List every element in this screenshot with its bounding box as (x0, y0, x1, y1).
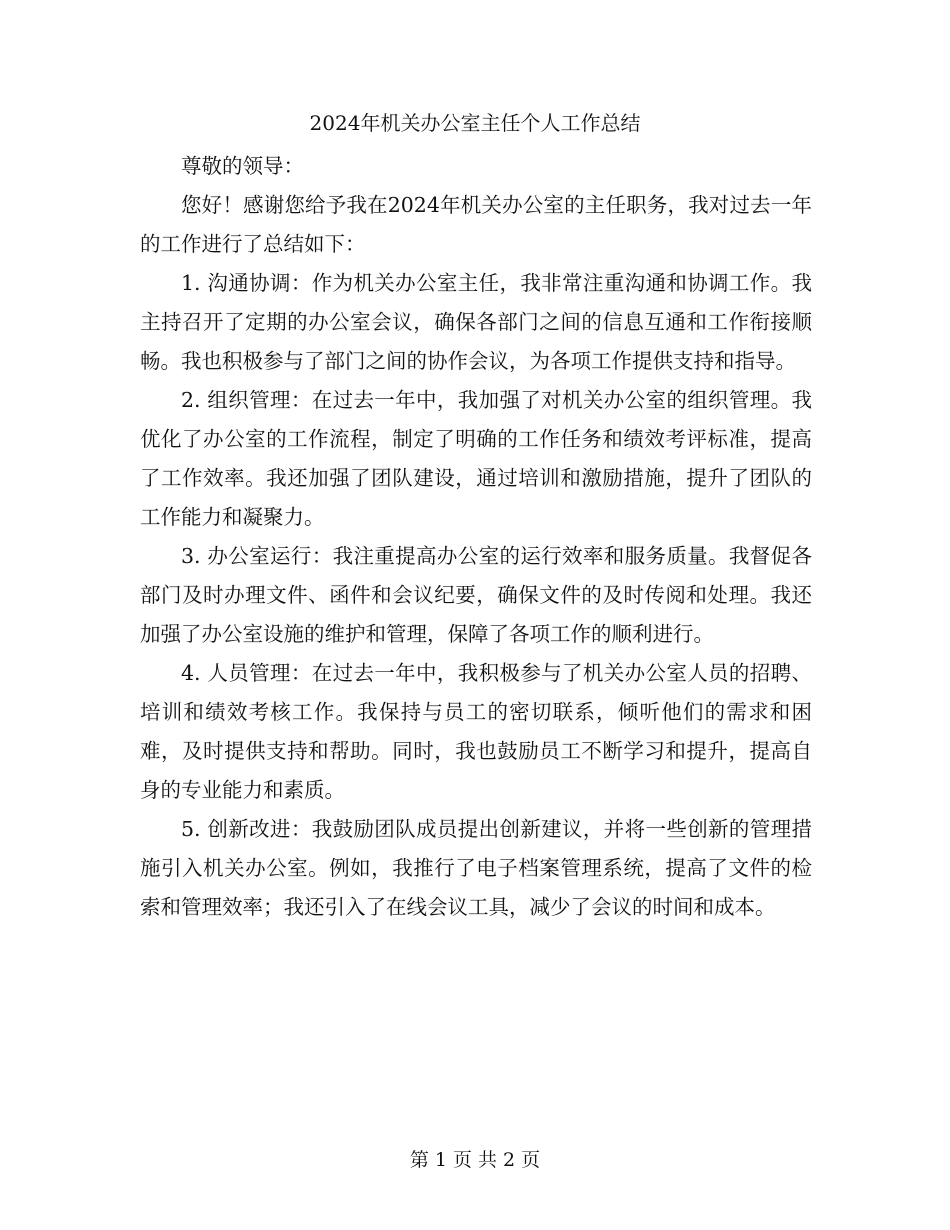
item-paragraph-1: 1. 沟通协调：作为机关办公室主任，我非常注重沟通和协调工作。我主持召开了定期的办公室会议，确保各部门之间的信息互通和工作衔接顺畅。我也积极参与了部门之间的协作会议，为各项工作提供支持和指导。 (140, 271, 812, 373)
item-paragraph-2: 2. 组织管理：在过去一年中，我加强了对机关办公室的组织管理。我优化了办公室的工作流程，制定了明确的工作任务和绩效考评标准，提高了工作效率。我还加强了团队建设，通过培训和激励措施，提升了团队的工作能力和凝聚力。 (140, 388, 812, 529)
item-paragraph-3: 3. 办公室运行：我注重提高办公室的运行效率和服务质量。我督促各部门及时办理文件、函件和会议纪要，确保文件的及时传阅和处理。我还加强了办公室设施的维护和管理，保障了各项工作的顺利进行。 (140, 544, 812, 646)
salutation: 尊敬的领导： (181, 154, 304, 178)
item-paragraph-4: 4. 人员管理：在过去一年中，我积极参与了机关办公室人员的招聘、培训和绩效考核工作。我保持与员工的密切联系，倾听他们的需求和困难，及时提供支持和帮助。同时，我也鼓励员工不断学习和提升，提高自身的专业能力和素质。 (140, 661, 812, 802)
document-title: 2024年机关办公室主任个人工作总结 (309, 111, 641, 135)
intro-paragraph: 您好！感谢您给予我在2024年机关办公室的主任职务，我对过去一年的工作进行了总结如下： (140, 193, 812, 256)
item-paragraph-5: 5. 创新改进：我鼓励团队成员提出创新建议，并将一些创新的管理措施引入机关办公室。例如，我推行了电子档案管理系统，提高了文件的检索和管理效率；我还引入了在线会议工具，减少了会议的时间和成本。 (140, 817, 812, 919)
document-body (140, 147, 812, 927)
page-number-footer: 第 1 页 共 2 页 (409, 1149, 541, 1171)
